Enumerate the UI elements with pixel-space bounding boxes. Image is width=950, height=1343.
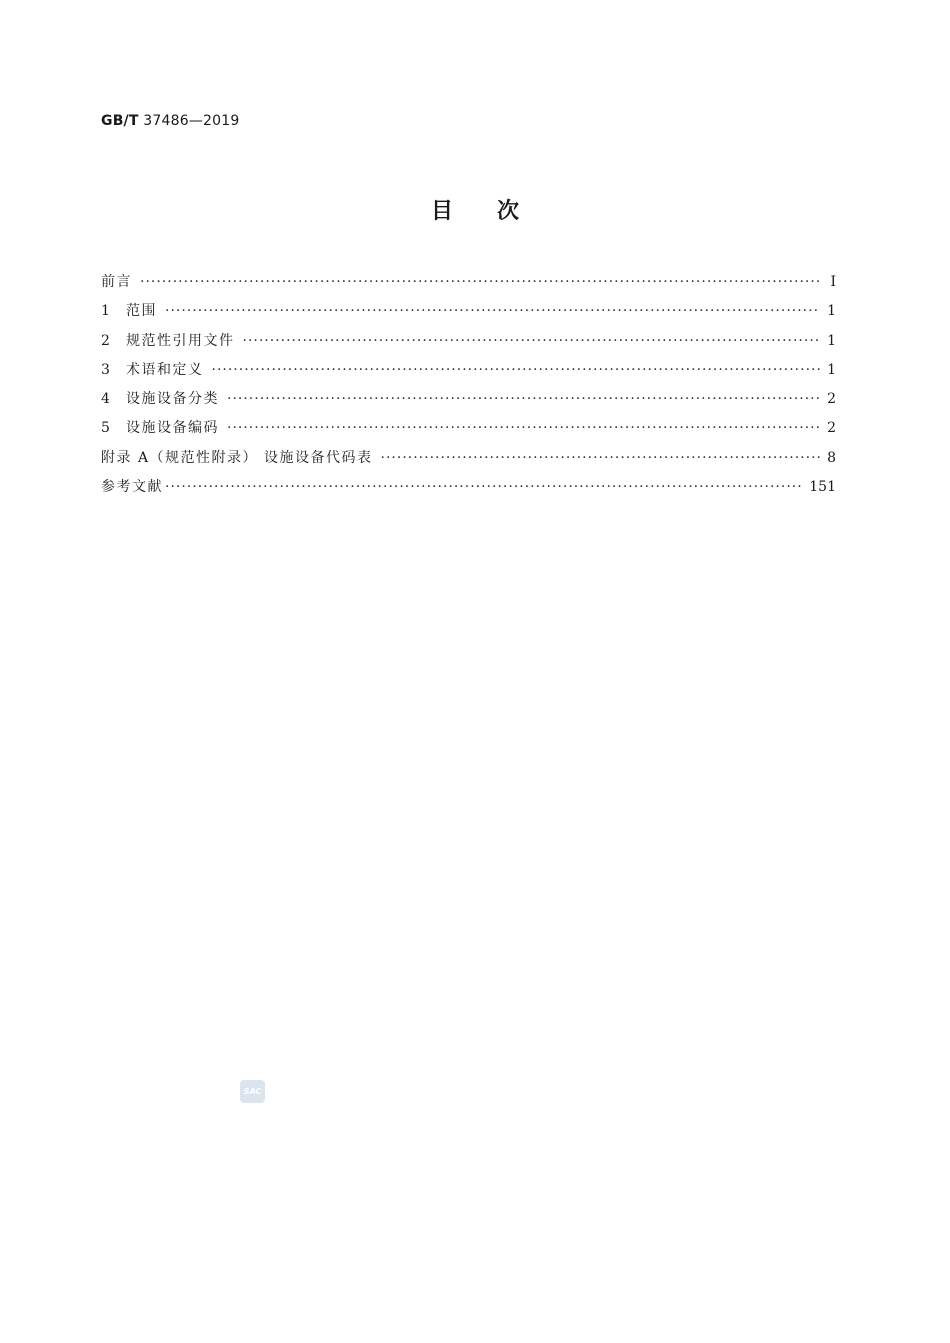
toc-page-number: 2 xyxy=(827,391,836,408)
toc-entry-foreword[interactable] xyxy=(101,271,836,300)
toc-page-number: Ⅰ xyxy=(830,274,836,290)
toc-entry-scope[interactable] xyxy=(101,300,836,329)
table-of-contents xyxy=(101,271,836,505)
toc-entry-label: 范围 xyxy=(126,303,157,320)
toc-leader-dots xyxy=(243,333,821,349)
sac-watermark-logo: SAC xyxy=(240,1080,265,1103)
toc-page-number: 1 xyxy=(827,303,836,320)
toc-leader-dots xyxy=(165,303,820,319)
toc-leader-dots xyxy=(227,420,820,436)
toc-entry-normative-references[interactable] xyxy=(101,330,836,359)
toc-page-number: 1 xyxy=(827,332,836,349)
standard-prefix: GB/T xyxy=(101,113,139,129)
toc-leader-dots xyxy=(212,362,821,378)
toc-entry-label: 设施设备编码 xyxy=(126,420,219,437)
toc-page-number: 2 xyxy=(827,420,836,437)
toc-page-number: 151 xyxy=(809,479,836,496)
toc-leader-dots xyxy=(381,450,820,466)
toc-entry-classification[interactable] xyxy=(101,388,836,417)
toc-entry-annex-a[interactable] xyxy=(101,447,836,476)
toc-entry-label: 设施设备分类 xyxy=(126,391,219,408)
toc-page-number: 1 xyxy=(827,361,836,378)
toc-page-number: 8 xyxy=(827,449,836,466)
toc-leader-dots xyxy=(140,274,820,290)
toc-title: 目次 xyxy=(430,199,563,224)
toc-entry-number: 5 xyxy=(101,420,110,437)
toc-entry-label: 术语和定义 xyxy=(126,361,204,378)
toc-leader-dots xyxy=(165,479,803,495)
toc-entry-number: 1 xyxy=(101,303,110,320)
toc-entry-number: 2 xyxy=(101,332,110,349)
toc-entry-label: 规范性引用文件 xyxy=(126,332,235,349)
toc-entry-label: 附录 A（规范性附录） 设施设备代码表 xyxy=(101,449,373,466)
toc-entry-label: 前言 xyxy=(101,274,132,290)
standard-number: 37486—2019 xyxy=(138,113,240,129)
toc-entry-number: 4 xyxy=(101,391,110,408)
toc-entry-bibliography[interactable] xyxy=(101,476,836,505)
toc-entry-label: 参考文献 xyxy=(101,479,163,496)
toc-leader-dots xyxy=(227,391,820,407)
toc-entry-number: 3 xyxy=(101,361,110,378)
standard-code xyxy=(101,113,239,129)
toc-entry-terms-definitions[interactable] xyxy=(101,359,836,388)
toc-entry-coding[interactable] xyxy=(101,417,836,446)
